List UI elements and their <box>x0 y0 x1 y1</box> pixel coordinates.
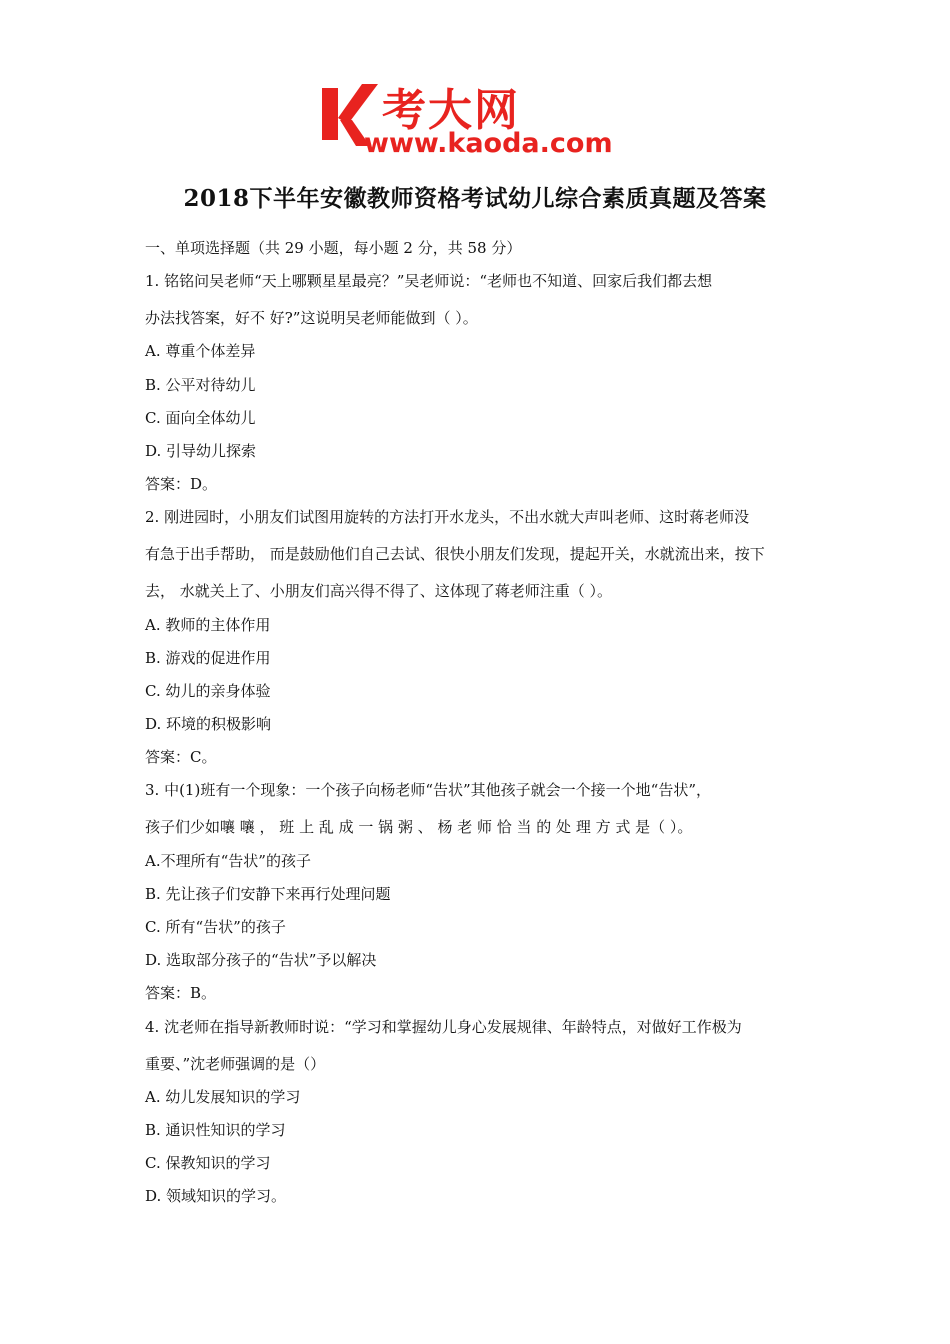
question-text-line: 有急于出手帮助， 而是鼓励他们自己去试、很快小朋友们发现，提起开关，水就流出来，按下 <box>145 545 765 564</box>
logo-url: www.kaoda.com <box>364 128 613 159</box>
page-title: 2018下半年安徽教师资格考试幼儿综合素质真题及答案 <box>183 185 767 212</box>
option-a: A.不理所有“告状”的孩子 <box>145 851 311 870</box>
answer: 答案：B。 <box>145 984 217 1003</box>
option-b: B. 通识性知识的学习 <box>145 1120 286 1139</box>
option-b: B. 先让孩子们安静下来再行处理问题 <box>145 884 391 903</box>
option-c: C. 所有“告状”的孩子 <box>145 918 286 936</box>
option-b: B. 游戏的促进作用 <box>145 648 271 667</box>
option-a: A. 教师的主体作用 <box>145 615 271 634</box>
question-3 <box>145 778 815 1014</box>
question-text-line: 孩子们少如嚷 嚷 ， 班 上 乱 成 一 锅 粥 、 杨 老 师 恰 当 的 处 理 方 式 是（ ）。 <box>145 818 693 837</box>
option-c: C. 幼儿的亲身体验 <box>145 681 271 700</box>
option-d: D. 选取部分孩子的“告状”予以解决 <box>145 951 377 970</box>
question-2 <box>145 505 815 778</box>
answer: 答案：C。 <box>145 748 217 767</box>
option-c: C. 保教知识的学习 <box>145 1154 271 1173</box>
question-text-line: 办法找答案，好不 好?”这说明吴老师能做到（ ）。 <box>145 309 478 328</box>
document-body <box>145 236 815 1218</box>
option-b: B. 公平对待幼儿 <box>145 375 256 394</box>
logo-chinese-name: 考大网 <box>382 85 520 136</box>
question-text-line: 重要、”沈老师强调的是（） <box>145 1054 326 1073</box>
question-text-line: 2. 刚进园时，小朋友们试图用旋转的方法打开水龙头，不出水就大声叫老师、这时蒋老师没 <box>145 508 750 527</box>
answer: 答案：D。 <box>145 475 218 494</box>
question-text-line: 去， 水就关上了、小朋友们高兴得不得了、这体现了蒋老师注重（ ）。 <box>145 582 613 601</box>
option-d: D. 环境的积极影响 <box>145 715 272 734</box>
question-text-line: 1. 铭铭问吴老师“天上哪颗星星最亮？”吴老师说：“老师也不知道、回家后我们都去想 <box>145 272 713 291</box>
question-text-line: 4. 沈老师在指导新教师时说：“学习和掌握幼儿身心发展规律、年龄特点，对做好工作极为 <box>145 1017 742 1036</box>
kaoda-logo <box>318 80 638 160</box>
option-c: C. 面向全体幼儿 <box>145 408 256 427</box>
question-4 <box>145 1015 815 1218</box>
section-heading: 一、单项选择题（共 29 小题，每小题 2 分，共 58 分） <box>145 239 522 257</box>
option-a: A. 幼儿发展知识的学习 <box>145 1087 301 1106</box>
option-d: D. 领域知识的学习。 <box>145 1187 287 1206</box>
option-a: A. 尊重个体差异 <box>145 342 256 361</box>
question-text-line: 3. 中(1)班有一个现象：一个孩子向杨老师“告状”其他孩子就会一个接一个地“告状”， <box>145 781 712 800</box>
question-1 <box>145 269 815 505</box>
option-d: D. 引导幼儿探索 <box>145 441 257 460</box>
